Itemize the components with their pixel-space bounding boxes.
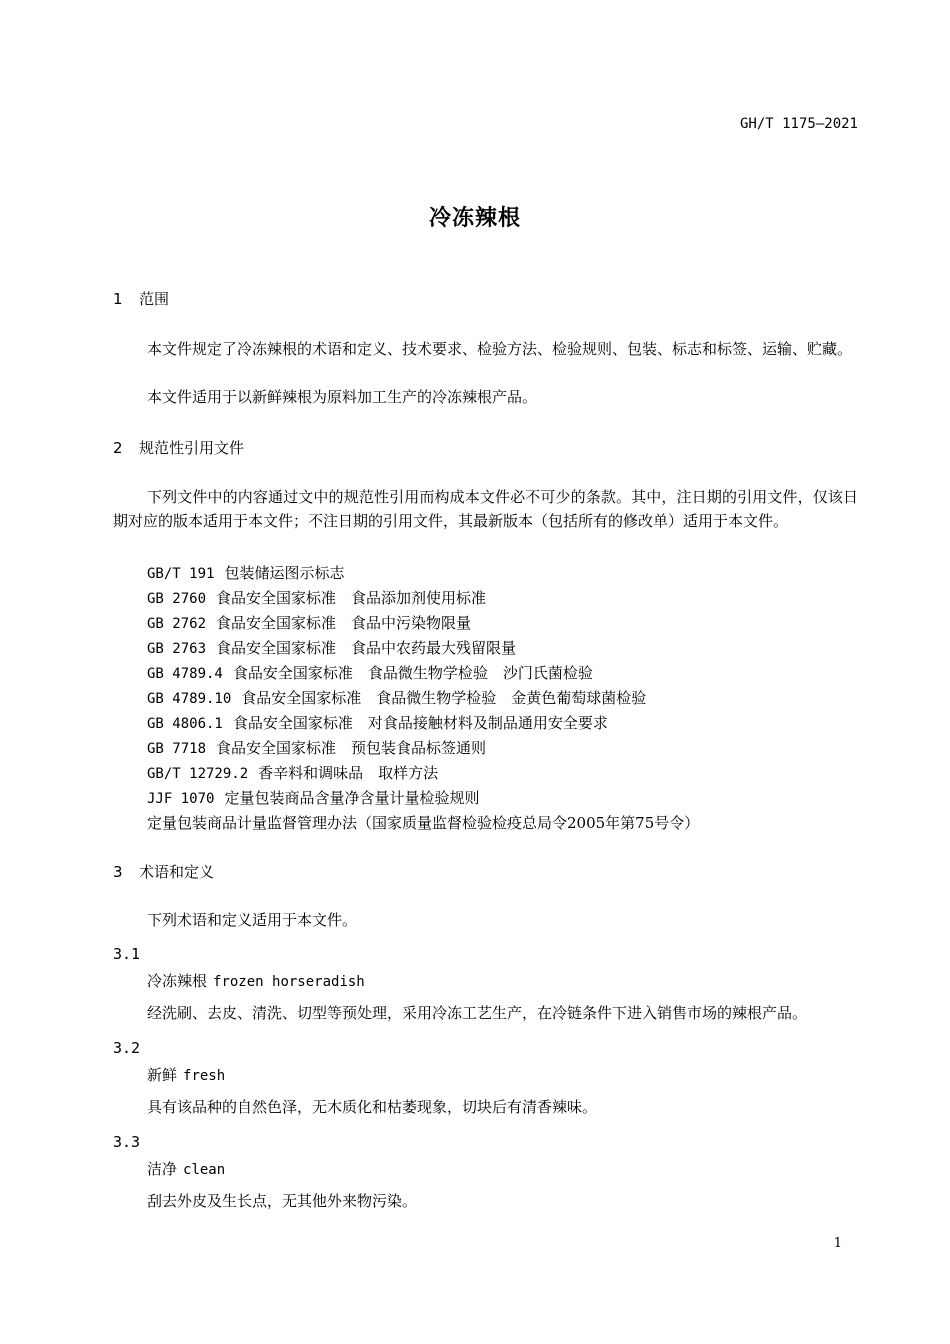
- terms-intro: 下列术语和定义适用于本文件。: [147, 911, 358, 929]
- section-title: 术语和定义: [139, 863, 215, 881]
- reference-title: 定量包装商品含量净含量计量检验规则: [224, 789, 480, 807]
- reference-title: 食品安全国家标准 食品添加剂使用标准: [216, 589, 487, 607]
- reference-item: [147, 786, 699, 811]
- reference-item: [147, 811, 699, 836]
- reference-item: [147, 561, 699, 586]
- term-en: clean: [183, 1162, 226, 1178]
- term-definition: 刮去外皮及生长点，无其他外来物污染。: [147, 1192, 418, 1210]
- reference-title: 香辛料和调味品 取样方法: [258, 764, 439, 782]
- section-heading-terms: [113, 861, 214, 882]
- term-definition: 具有该品种的自然色泽，无木质化和枯萎现象，切块后有清香辣味。: [147, 1098, 598, 1116]
- term-number: 3.2: [113, 1039, 141, 1057]
- reference-title: 定量包装商品计量监督管理办法（国家质量监督检验检疫总局令2005年第75号令）: [147, 814, 700, 832]
- term-name: [147, 970, 365, 991]
- reference-code: JJF 1070: [147, 791, 215, 807]
- document-title: 冷冻辣根: [428, 206, 521, 231]
- scope-paragraph: 本文件适用于以新鲜辣根为原料加工生产的冷冻辣根产品。: [147, 388, 538, 406]
- section-number: 3: [113, 863, 123, 881]
- reference-item: [147, 586, 699, 611]
- section-title: 范围: [139, 290, 170, 308]
- section-title: 规范性引用文件: [139, 439, 245, 457]
- reference-code: GB/T 12729.2: [147, 766, 249, 782]
- reference-item: [147, 661, 699, 686]
- reference-title: 食品安全国家标准 食品微生物学检验 金黄色葡萄球菌检验: [241, 689, 647, 707]
- term-name: [147, 1064, 225, 1085]
- term-en: frozen horseradish: [213, 974, 365, 990]
- scope-paragraph: 本文件规定了冷冻辣根的术语和定义、技术要求、检验方法、检验规则、包装、标志和标签、运输、贮藏。: [147, 340, 853, 358]
- reference-item: [147, 736, 699, 761]
- reference-title: 包装储运图示标志: [224, 564, 345, 582]
- reference-title: 食品安全国家标准 食品中农药最大残留限量: [216, 639, 517, 657]
- term-name: [147, 1158, 225, 1179]
- term-zh: 冷冻辣根: [147, 972, 208, 990]
- reference-item: [147, 711, 699, 736]
- term-number: 3.1: [113, 945, 141, 963]
- reference-title: 食品安全国家标准 食品中污染物限量: [216, 614, 472, 632]
- reference-item: [147, 636, 699, 661]
- reference-code: GB 4806.1: [147, 716, 223, 732]
- reference-code: GB 2762: [147, 616, 207, 632]
- reference-title: 食品安全国家标准 预包装食品标签通则: [216, 739, 487, 757]
- section-heading-normative: [113, 437, 244, 458]
- reference-item: [147, 761, 699, 786]
- reference-code: GB 4789.4: [147, 666, 223, 682]
- term-number: 3.3: [113, 1133, 141, 1151]
- normative-intro: 下列文件中的内容通过文中的规范性引用而构成本文件必不可少的条款。其中，注日期的引用文件，仅该日期对应的版本适用于本文件；不注日期的引用文件，其最新版本（包括所有的修改单）适用于本文件。: [113, 488, 858, 530]
- reference-code: GB/T 191: [147, 566, 215, 582]
- reference-code: GB 2760: [147, 591, 207, 607]
- term-en: fresh: [183, 1068, 226, 1084]
- reference-code: GB 4789.10: [147, 691, 232, 707]
- section-heading-scope: [113, 288, 169, 309]
- term-zh: 新鲜: [147, 1066, 178, 1084]
- reference-item: [147, 686, 699, 711]
- term-definition: 经洗刷、去皮、清洗、切型等预处理，采用冷冻工艺生产，在冷链条件下进入销售市场的辣根产品。: [147, 1004, 808, 1022]
- term-zh: 洁净: [147, 1160, 178, 1178]
- section-number: 1: [113, 290, 123, 308]
- section-number: 2: [113, 439, 123, 457]
- reference-list: [147, 561, 699, 836]
- reference-title: 食品安全国家标准 食品微生物学检验 沙门氏菌检验: [232, 664, 593, 682]
- reference-item: [147, 611, 699, 636]
- reference-code: GB 7718: [147, 741, 207, 757]
- page-number: 1: [833, 1236, 842, 1251]
- reference-title: 食品安全国家标准 对食品接触材料及制品通用安全要求: [232, 714, 608, 732]
- reference-code: GB 2763: [147, 641, 207, 657]
- standard-code: GH/T 1175—2021: [739, 116, 858, 132]
